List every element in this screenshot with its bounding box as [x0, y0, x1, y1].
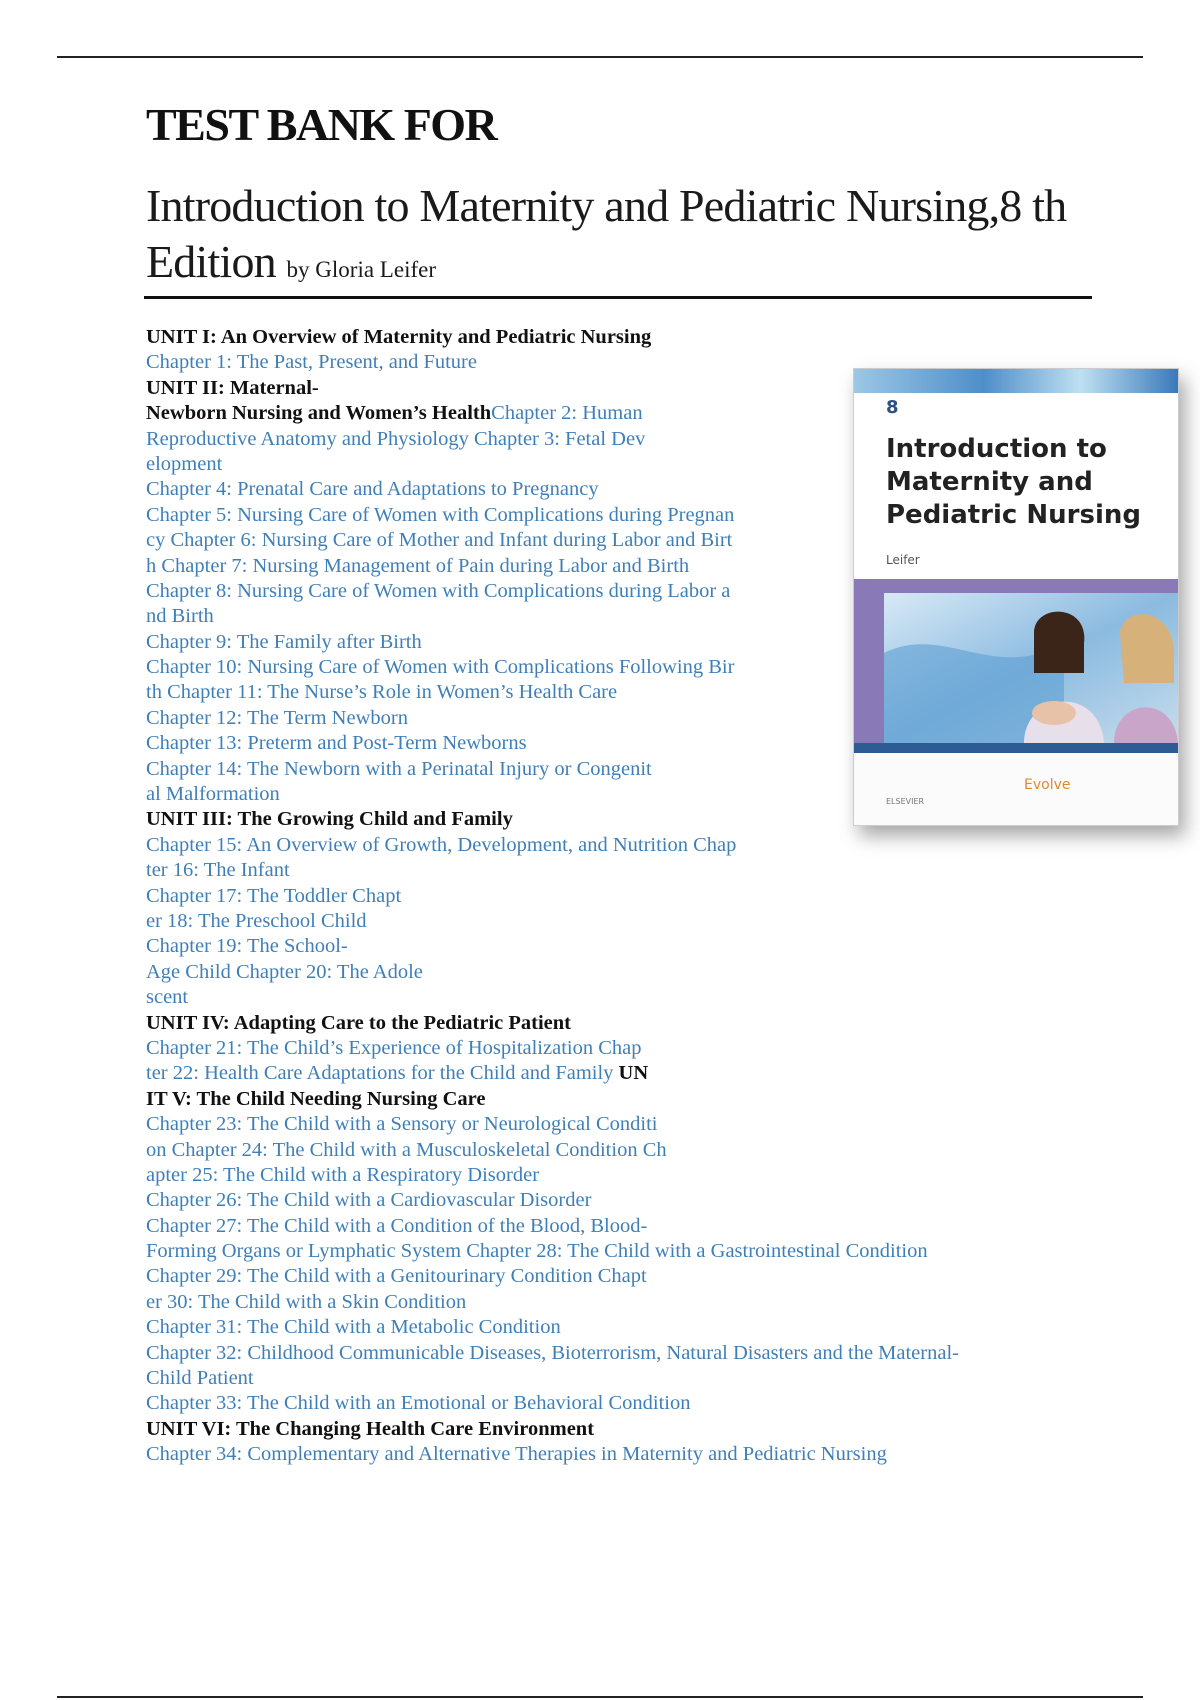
cover-footer	[854, 753, 1178, 825]
chapter-link[interactable]: Chapter 34: Complementary and Alternative Therapies in Maternity and Pediatric Nursing	[146, 1443, 887, 1466]
bottom-rule	[57, 1696, 1143, 1698]
toc-line	[146, 884, 1146, 909]
chapter-link[interactable]: Chapter 12: The Term Newborn	[146, 706, 408, 729]
toc-line	[146, 1315, 1146, 1340]
chapter-link[interactable]: Chapter 8: Nursing Care of Women with Complications during Labor a	[146, 579, 731, 602]
chapter-link[interactable]: Chapter 33: The Child with an Emotional or Behavioral Condition	[146, 1392, 691, 1415]
toc-line	[146, 1239, 1146, 1264]
chapter-link[interactable]: cy Chapter 6: Nursing Care of Mother and Infant during Labor and Birt	[146, 529, 733, 552]
unit-heading: UN	[618, 1062, 649, 1085]
chapter-link[interactable]: Chapter 19: The School-	[146, 935, 348, 958]
toc-line	[146, 1112, 1146, 1137]
cover-title: Introduction to Maternity and Pediatric Nursing	[886, 434, 1141, 530]
photo-mother-hair	[1034, 612, 1084, 673]
chapter-link[interactable]: elopment	[146, 452, 223, 475]
chapter-link[interactable]: Chapter 32: Childhood Communicable Diseases, Bioterrorism, Natural Disasters and the Maternal-	[146, 1341, 959, 1364]
toc-line	[146, 858, 1146, 883]
chapter-link[interactable]: Chapter 15: An Overview of Growth, Development, and Nutrition Chap	[146, 833, 737, 856]
chapter-link[interactable]: apter 25: The Child with a Respiratory Disorder	[146, 1163, 540, 1186]
chapter-link[interactable]: er 18: The Preschool Child	[146, 909, 367, 932]
toc-line	[146, 1264, 1146, 1289]
toc-line	[146, 934, 1146, 959]
toc-line	[146, 833, 1146, 858]
cover-author: Leifer	[886, 553, 920, 567]
toc-line	[146, 1442, 1146, 1467]
chapter-link[interactable]: Chapter 21: The Child’s Experience of Hospitalization Chap	[146, 1036, 642, 1059]
toc-line	[146, 985, 1146, 1010]
chapter-link[interactable]: Chapter 9: The Family after Birth	[146, 630, 422, 653]
toc-line	[146, 1061, 1146, 1086]
cover-purple-side	[854, 593, 884, 743]
page-heading: TEST BANK FOR	[146, 99, 497, 150]
chapter-link[interactable]: Chapter 31: The Child with a Metabolic Condition	[146, 1316, 561, 1339]
photo-baby	[1032, 701, 1076, 725]
cover-blue-stripe	[854, 743, 1178, 753]
cover-edition: 8	[886, 397, 899, 418]
unit-heading: IT V: The Child Needing Nursing Care	[146, 1087, 486, 1110]
toc-line	[146, 1087, 1146, 1112]
toc-line	[146, 1036, 1146, 1061]
chapter-link[interactable]: er 30: The Child with a Skin Condition	[146, 1290, 467, 1313]
unit-heading: Newborn Nursing and Women’s Health	[146, 402, 492, 425]
cover-photo-illustration	[884, 593, 1178, 743]
toc-line	[146, 960, 1146, 985]
chapter-link[interactable]: ter 22: Health Care Adaptations for the Child and Family	[146, 1062, 619, 1085]
chapter-link[interactable]: scent	[146, 986, 189, 1009]
chapter-link[interactable]: Chapter 26: The Child with a Cardiovascular Disorder	[146, 1189, 592, 1212]
byline: by Gloria Leifer	[286, 257, 436, 282]
cover-top-band	[854, 369, 1178, 393]
toc-line	[146, 1391, 1146, 1416]
chapter-link[interactable]: Chapter 1: The Past, Present, and Future	[146, 351, 477, 374]
chapter-link[interactable]: on Chapter 24: The Child with a Musculoskeletal Condition Ch	[146, 1138, 667, 1161]
book-title	[146, 178, 1106, 298]
toc-line	[146, 1341, 1146, 1366]
unit-heading: UNIT VI: The Changing Health Care Environment	[146, 1417, 595, 1440]
chapter-link[interactable]: Chapter 23: The Child with a Sensory or Neurological Conditi	[146, 1113, 658, 1136]
chapter-link[interactable]: Chapter 10: Nursing Care of Women with Complications Following Bir	[146, 656, 735, 679]
chapter-link[interactable]: al Malformation	[146, 783, 280, 806]
unit-heading: UNIT I: An Overview of Maternity and Pediatric Nursing	[146, 326, 652, 348]
toc-line	[146, 1011, 1146, 1036]
unit-heading: UNIT III: The Growing Child and Family	[146, 808, 513, 831]
chapter-link[interactable]: h Chapter 7: Nursing Management of Pain during Labor and Birth	[146, 554, 690, 577]
chapter-link[interactable]: Forming Organs or Lymphatic System Chapter 28: The Child with a Gastrointestinal Condition	[146, 1240, 928, 1263]
chapter-link[interactable]: Chapter 14: The Newborn with a Perinatal Injury or Congenit	[146, 757, 652, 780]
toc-line	[146, 1417, 1146, 1442]
toc-line	[146, 909, 1146, 934]
chapter-link[interactable]: Age Child Chapter 20: The Adole	[146, 960, 423, 983]
toc-line	[146, 325, 1146, 350]
chapter-link[interactable]: Chapter 2: Human	[491, 402, 643, 425]
toc-line	[146, 1366, 1146, 1391]
unit-heading: UNIT II: Maternal-	[146, 376, 319, 399]
chapter-link[interactable]: nd Birth	[146, 605, 214, 628]
chapter-link[interactable]: Chapter 27: The Child with a Condition of the Blood, Blood-	[146, 1214, 648, 1237]
chapter-link[interactable]: Child Patient	[146, 1367, 254, 1390]
book-cover-image	[853, 368, 1179, 826]
cover-purple-band	[854, 579, 1178, 593]
cover-evolve-logo: Evolve	[1024, 777, 1071, 793]
cover-publisher: ELSEVIER	[886, 797, 925, 806]
chapter-link[interactable]: th Chapter 11: The Nurse’s Role in Women’s Health Care	[146, 681, 618, 704]
chapter-link[interactable]: Chapter 17: The Toddler Chapt	[146, 884, 402, 907]
book-title-text: Introduction to Maternity and Pediatric Nursing,8 th Edition	[146, 180, 1067, 287]
chapter-link[interactable]: Chapter 29: The Child with a Genitourinary Condition Chapt	[146, 1265, 647, 1288]
toc-line	[146, 1214, 1146, 1239]
chapter-link[interactable]: Chapter 4: Prenatal Care and Adaptations to Pregnancy	[146, 478, 599, 501]
chapter-link[interactable]: Reproductive Anatomy and Physiology Chapter 3: Fetal Dev	[146, 427, 646, 450]
toc-line	[146, 1138, 1146, 1163]
chapter-link[interactable]: ter 16: The Infant	[146, 859, 290, 882]
title-rule	[144, 296, 1092, 299]
toc-line	[146, 1290, 1146, 1315]
chapter-link[interactable]: Chapter 13: Preterm and Post-Term Newborns	[146, 732, 527, 755]
top-rule	[57, 56, 1143, 58]
toc-line	[146, 1188, 1146, 1213]
toc-line	[146, 1163, 1146, 1188]
unit-heading: UNIT IV: Adapting Care to the Pediatric Patient	[146, 1011, 571, 1034]
chapter-link[interactable]: Chapter 5: Nursing Care of Women with Complications during Pregnan	[146, 503, 735, 526]
